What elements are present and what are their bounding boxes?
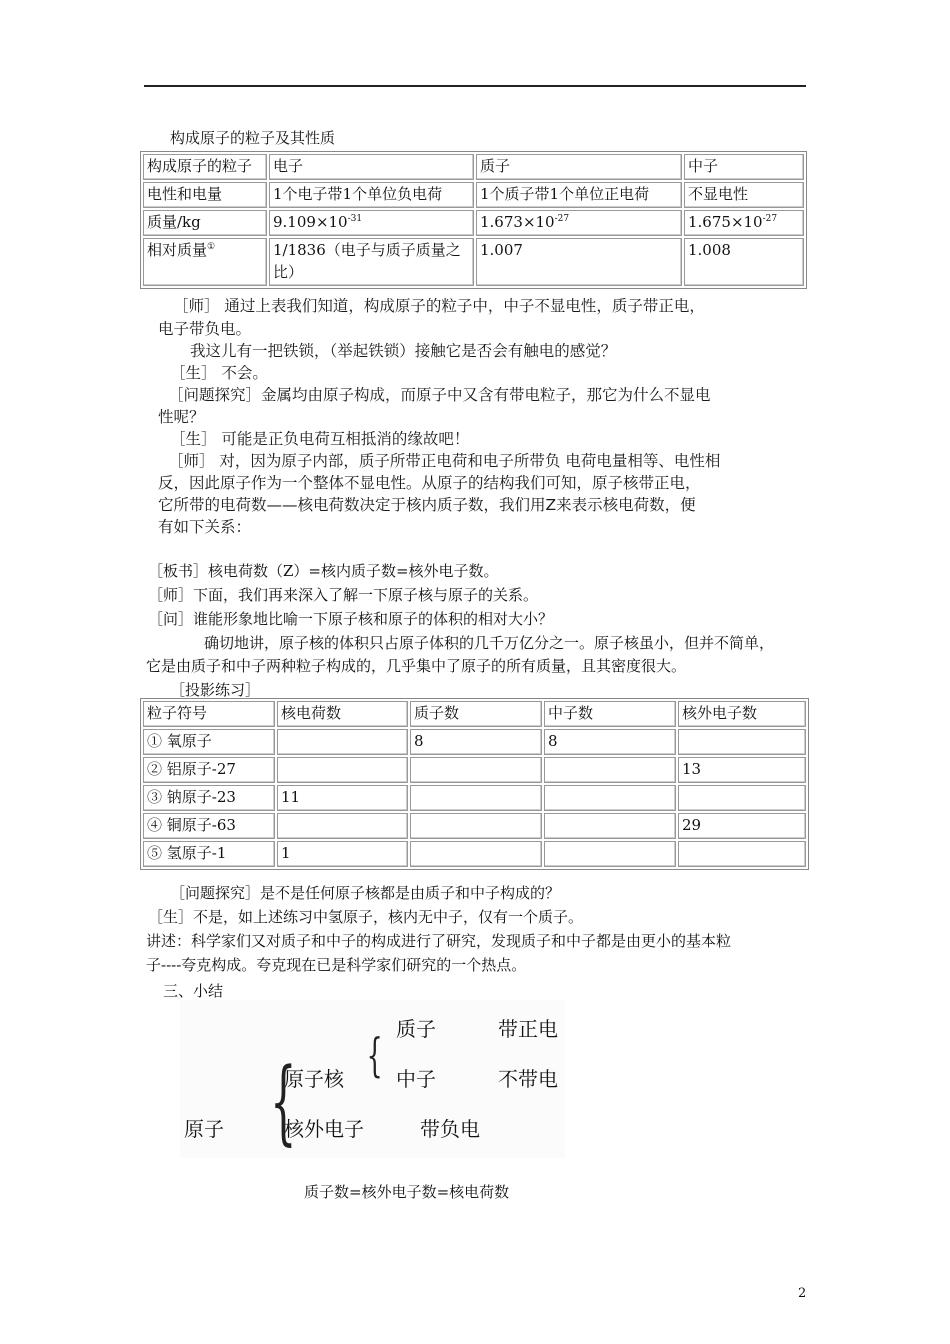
lecture-line: 子----夸克构成。夸克现在已是科学家们研究的一个热点。 <box>146 956 527 974</box>
scan-line: 电子带负电。 <box>158 320 252 338</box>
table-cell <box>410 785 542 811</box>
table-cell: 29 <box>678 813 806 839</box>
paragraph-line: 确切地讲，原子核的体积只占原子体积的几千万亿分之一。原子核虽小，但并不简单， <box>204 634 775 652</box>
table-row <box>143 785 806 811</box>
lecture-line: 讲述：科学家们又对质子和中子的构成进行了研究，发现质子和中子都是由更小的基本粒 <box>146 932 732 950</box>
table-cell: 13 <box>678 757 806 783</box>
table-cell <box>544 757 676 783</box>
table-cell <box>544 841 676 867</box>
equation: 质子数=核外电子数=核电荷数 <box>304 1183 510 1201</box>
header-rule <box>144 85 806 87</box>
table-cell: ① 氧原子 <box>143 729 275 755</box>
table-cell: $9.109\times 10^{-31}$ <box>269 210 474 236</box>
particle-properties-table <box>140 151 807 289</box>
scan-line: ［师］ 对，因为原子内部，质子所带正电荷和电子所带负 电荷电量相等、电性相 <box>168 452 721 470</box>
teacher-line: ［师］下面，我们再来深入了解一下原子核与原子的关系。 <box>148 586 539 604</box>
table-cell: 1个质子带1个单位正电荷 <box>476 182 682 208</box>
table-header-cell: 构成原子的粒子 <box>143 154 267 180</box>
atom-label: 原子 <box>184 1117 224 1141</box>
table-cell <box>410 813 542 839</box>
neutron-label: 中子 <box>396 1067 436 1091</box>
scan-line: 性呢？ <box>158 408 205 426</box>
table-row <box>143 841 806 867</box>
table-cell <box>678 729 806 755</box>
table-header-cell: 粒子符号 <box>143 701 275 727</box>
table-cell <box>678 841 806 867</box>
positive-charge-label: 带正电 <box>498 1017 558 1041</box>
table-cell: 1.007 <box>476 238 682 286</box>
table-cell <box>678 785 806 811</box>
table-cell: 1 <box>277 841 408 867</box>
table-cell: 电性和电量 <box>143 182 267 208</box>
table-cell <box>410 757 542 783</box>
negative-charge-label: 带负电 <box>420 1117 480 1141</box>
table-cell: 8 <box>544 729 676 755</box>
table1-caption: 构成原子的粒子及其性质 <box>170 129 336 147</box>
scan-line: ［问题探究］金属均由原子构成，而原子中又含有带电粒子，那它为什么不显电 <box>168 386 711 404</box>
scan-line: 有如下关系： <box>158 518 252 536</box>
atom-brace: { <box>270 1048 297 1155</box>
table-header-cell: 中子 <box>684 154 804 180</box>
student-line: ［生］不是，如上述练习中氢原子，核内无中子，仅有一个质子。 <box>148 908 584 926</box>
table-cell <box>277 729 408 755</box>
table-cell: 1个电子带1个单位负电荷 <box>269 182 474 208</box>
summary-title: 三、小结 <box>163 982 224 1000</box>
table-row <box>143 182 804 208</box>
table-cell <box>544 813 676 839</box>
paragraph-line: 它是由质子和中子两种粒子构成的，几乎集中了原子的所有质量，且其密度很大。 <box>146 657 687 675</box>
table-row <box>143 729 806 755</box>
table-row <box>143 701 806 727</box>
table-header-cell: 质子 <box>476 154 682 180</box>
exercise-title: ［投影练习］ <box>170 681 261 699</box>
table-cell: 1.008 <box>684 238 804 286</box>
table-cell: $1.673\times 10^{-27}$ <box>476 210 682 236</box>
table-header-cell: 质子数 <box>410 701 542 727</box>
table-cell: 8 <box>410 729 542 755</box>
scan-line: ［生］ 可能是正负电荷互相抵消的缘故吧！ <box>170 430 470 448</box>
scan-line: ［生］ 不会。 <box>170 364 268 382</box>
table-row <box>143 757 806 783</box>
table-cell: ③ 钠原子-23 <box>143 785 275 811</box>
table-cell: $1.675\times 10^{-27}$ <box>684 210 804 236</box>
table-cell <box>277 757 408 783</box>
table-cell: 1/1836（电子与质子质量之 比） <box>269 238 474 286</box>
exercise-table <box>140 698 809 870</box>
table-cell <box>410 841 542 867</box>
table-header-cell: 电子 <box>269 154 474 180</box>
scan-line: 反，因此原子作为一个整体不显电性。从原子的结构我们可知，原子核带正电， <box>158 474 701 492</box>
table-row <box>143 154 804 180</box>
table-cell: 不显电性 <box>684 182 804 208</box>
neutral-label: 不带电 <box>498 1067 558 1091</box>
scan-line: 它所带的电荷数——核电荷数决定于核内质子数，我们用Z来表示核电荷数，便 <box>158 496 696 514</box>
atom-structure-diagram <box>180 1000 565 1158</box>
inquiry-line: ［问题探究］是不是任何原子核都是由质子和中子构成的？ <box>170 884 561 902</box>
table-cell: 质量/kg <box>143 210 267 236</box>
blackboard-note: ［板书］核电荷数（Z）=核内质子数=核外电子数。 <box>148 562 499 580</box>
scan-line: 我这儿有一把铁锁，（举起铁锁）接触它是否会有触电的感觉？ <box>190 342 617 360</box>
table-cell <box>544 785 676 811</box>
table-cell: 相对质量① <box>143 238 267 286</box>
proton-label: 质子 <box>396 1017 436 1041</box>
nucleus-label: 原子核 <box>284 1067 344 1091</box>
table-cell: ② 铝原子-27 <box>143 757 275 783</box>
page-number: 2 <box>798 1286 807 1301</box>
table-header-cell: 中子数 <box>544 701 676 727</box>
table-row <box>143 210 804 236</box>
table-header-cell: 核外电子数 <box>678 701 806 727</box>
electron-label: 核外电子 <box>284 1117 364 1141</box>
table-row <box>143 813 806 839</box>
table-cell: ④ 铜原子-63 <box>143 813 275 839</box>
table-cell: 11 <box>277 785 408 811</box>
table-row <box>143 238 804 286</box>
table-header-cell: 核电荷数 <box>277 701 408 727</box>
table-cell <box>277 813 408 839</box>
table-cell: ⑤ 氢原子-1 <box>143 841 275 867</box>
question-line: ［问］谁能形象地比喻一下原子核和原子的体积的相对大小？ <box>148 610 554 628</box>
scan-line: ［师］ 通过上表我们知道，构成原子的粒子中，中子不显电性，质子带正电， <box>173 297 705 315</box>
nucleus-brace: { <box>366 1028 383 1082</box>
